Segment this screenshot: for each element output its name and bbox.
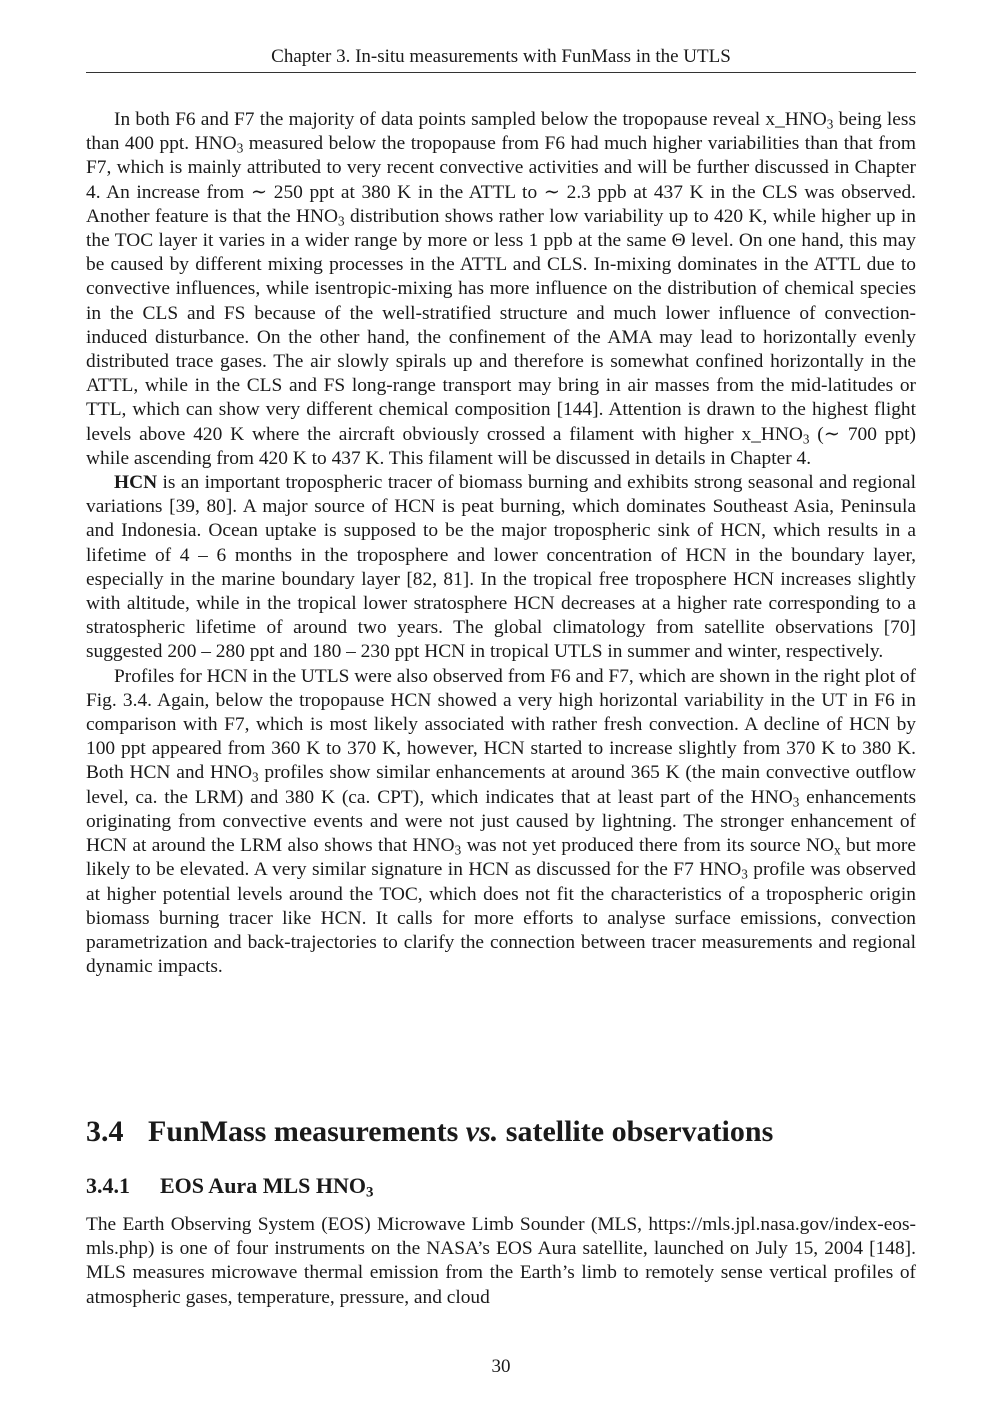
text-run: distribution shows rather low variability up to 420 K, while higher up in the TOC layer it varies in a wider range by more or less 1 ppb at the same Θ level. On one hand, this may be caused by different mixing processes in the ATTL and CLS. In-mixing dominates in the ATTL due to convective influences, while isentropic-mixing has more influence on the distribution of chemical species in the CLS and FS because of the well-stratified structure and much lower influence of convection-induced disturbance. On the other hand, the confinement of the AMA may lead to horizontally evenly distributed trace gases. The air slowly spirals up and therefore is somewhat confined horizontally in the ATTL, while in the CLS and FS long-range transport may bring in air masses from the mid-latitudes or TTL, which can show very different chemical composition [144]. Attention is drawn to the highest flight levels above 420 K where the aircraft obviously crossed a filament with higher x_HNO bbox=[86, 205, 916, 445]
paragraph-hcn-profiles bbox=[86, 665, 916, 980]
running-header: Chapter 3. In-situ measurements with FunMass in the UTLS bbox=[271, 46, 731, 67]
section-title-part: satellite observations bbox=[498, 1115, 774, 1148]
text-run: (∼ 700 ppt) while ascending from 420 K to 437 K. This filament will be discussed in details in Chapter 4. bbox=[86, 423, 917, 469]
text-run: enhancements originating from convective events and were not just caused by lightning. The stronger enhancement of HCN at around the LRM also shows that HNO bbox=[86, 786, 916, 857]
text-run: Profiles for HCN in the UTLS were also observed from F6 and F7, which are shown in the right plot of Fig. 3.4. Again, below the tropopause HCN showed a very high horizontal variability in the UT in F6 in comparison with F7, which is most likely associated with rather fresh convection. A decline of HCN by 100 ppt appeared from 360 K to 370 K, however, HCN started to increase slightly from 370 K to 380 K. Both HCN and HNO bbox=[86, 665, 916, 784]
subscript: 3 bbox=[252, 769, 259, 785]
subsection-number: 3.4.1 bbox=[86, 1173, 130, 1198]
subsection-heading bbox=[86, 1171, 916, 1201]
body-text bbox=[86, 108, 916, 979]
header-rule bbox=[86, 72, 916, 73]
page-number: 30 bbox=[491, 1356, 511, 1377]
paragraph-hno3-distribution bbox=[86, 108, 916, 471]
bold-term: HCN bbox=[114, 472, 158, 494]
subscript: 3 bbox=[338, 213, 345, 229]
section-number: 3.4 bbox=[86, 1115, 124, 1148]
section-title-italic: vs. bbox=[465, 1115, 499, 1148]
text-run: profiles show similar enhancements at around 365 K (the main convective outflow level, ca. the LRM) and 380 K (ca. CPT), which indicates that at least part of the HNO bbox=[86, 762, 916, 808]
subsection-title: EOS Aura MLS HNO bbox=[160, 1173, 366, 1198]
subscript: 3 bbox=[802, 430, 810, 446]
subscript: 3 bbox=[741, 866, 748, 882]
text-run: In both F6 and F7 the majority of data points sampled below the tropopause reveal x_HNO bbox=[114, 109, 827, 130]
subscript: 3 bbox=[792, 793, 800, 809]
subscript: 3 bbox=[454, 842, 462, 858]
text-run: is an important tropospheric tracer of biomass burning and exhibits strong seasonal and regional variations [39, 80]. A major source of HCN is peat burning, which dominates Southeast Asia, Peninsula and Indonesia. Ocean uptake is supposed to be the major tropospheric sink of HCN, which results in a lifetime of 4 – 6 months in the troposphere and lower concentration of HCN in the boundary layer, especially in the marine boundary layer [82, 81]. In the tropical free troposphere HCN increases slightly with altitude, while in the tropical lower stratosphere HCN decreases at a higher rate corresponding to a stratospheric lifetime of around two years. The global climatology from satellite observations [70] suggested 200 – 280 ppt and 180 – 230 ppt HCN in tropical UTLS in summer and winter, respectively. bbox=[86, 472, 916, 663]
paragraph-mls-intro: The Earth Observing System (EOS) Microwave Limb Sounder (MLS, https://mls.jpl.nasa.gov/index-eos-mls.php) is one of four instruments on the NASA’s EOS Aura satellite, launched on July 15, 2004 [148]. MLS measures microwave thermal emission from the Earth’s limb to remotely sense vertical profiles of atmospheric gases, temperature, pressure, and cloud bbox=[86, 1214, 916, 1308]
paragraph-hcn-tracer bbox=[86, 471, 916, 665]
text-run: being less than 400 ppt. HNO bbox=[86, 109, 916, 155]
body-text-mls bbox=[86, 1213, 916, 1310]
text-run: measured below the tropopause from F6 had much higher variabilities than that from F7, which is mainly attributed to very recent convective activities and will be further discussed in Chapter 4. An increase from ∼ 250 ppt at 380 K in the ATTL to ∼ 2.3 ppb at 437 K in the CLS was observed. Another feature is that the HNO bbox=[86, 133, 917, 227]
section-title-part: FunMass measurements bbox=[148, 1115, 466, 1148]
subscript: 3 bbox=[236, 140, 244, 156]
text-run: profile was observed at higher potential levels around the TOC, which does not fit the characteristics of a tropospheric origin biomass burning tracer like HCN. It calls for more efforts to analyse surface emissions, convection parametrization and back-trajectories to clarify the connection between tracer measurements and regional dynamic impacts. bbox=[86, 859, 916, 978]
subsection-title-subscript: 3 bbox=[365, 1184, 374, 1201]
subscript: 3 bbox=[826, 116, 834, 132]
text-run: was not yet produced there from its source NO bbox=[461, 835, 834, 857]
subscript: x bbox=[833, 842, 841, 858]
text-run: but more likely to be elevated. A very similar signature in HCN as discussed for the F7 HNO bbox=[86, 835, 916, 881]
section-heading bbox=[86, 1112, 916, 1152]
